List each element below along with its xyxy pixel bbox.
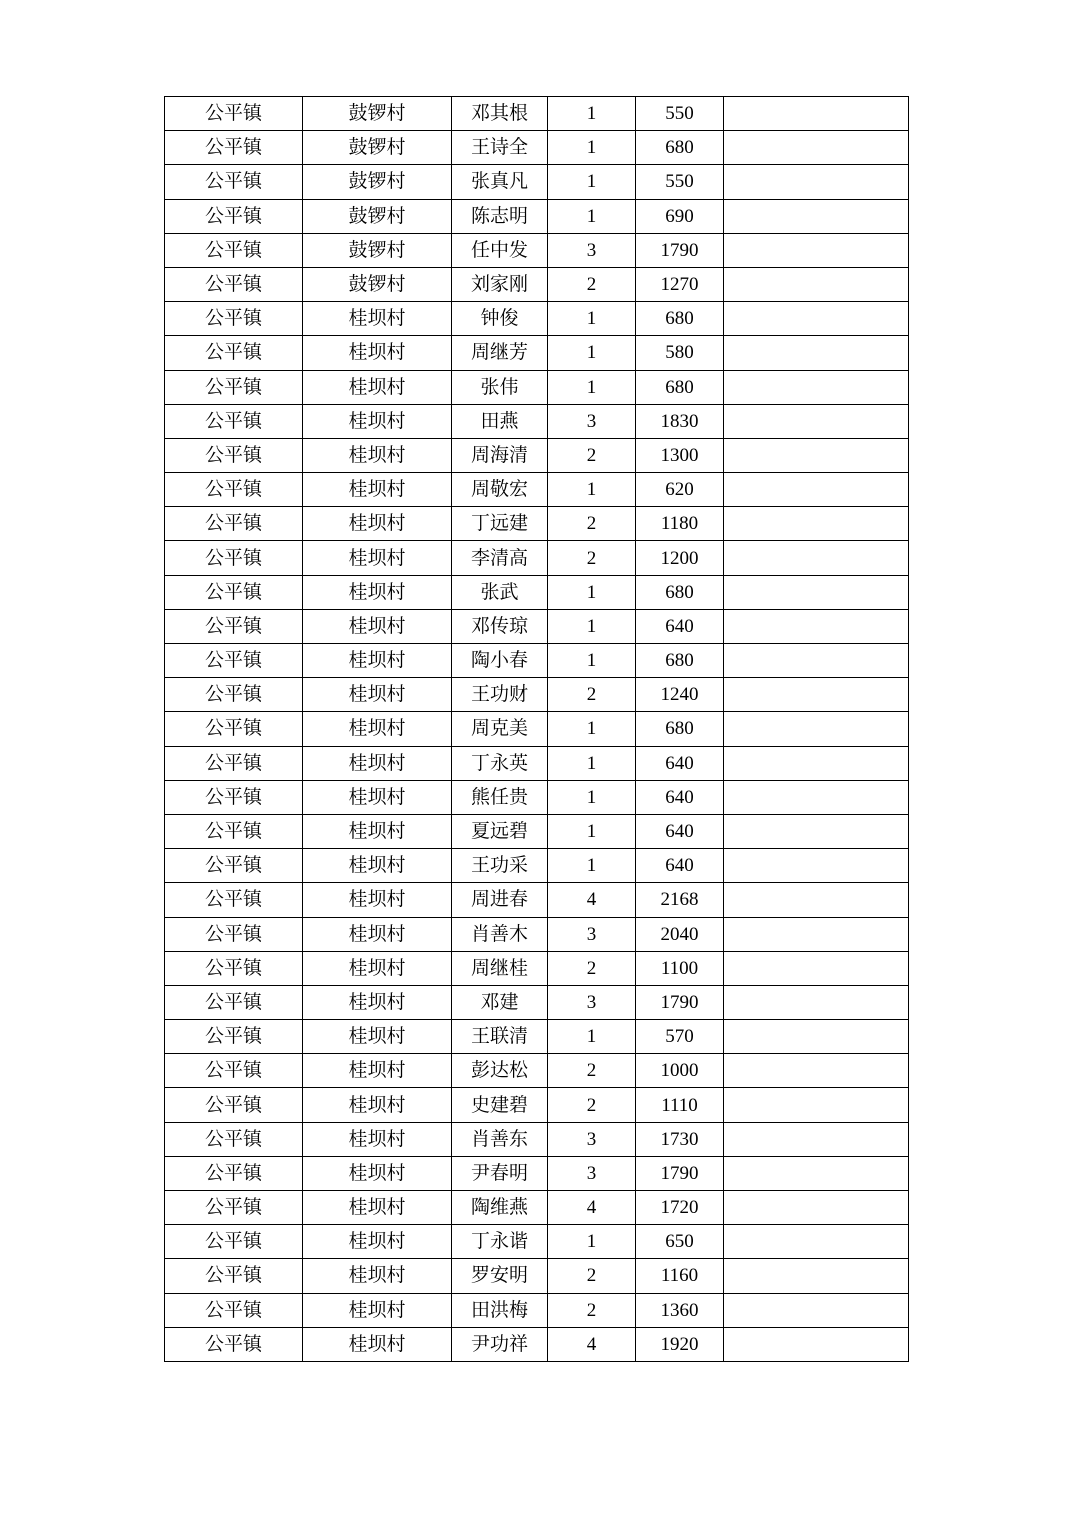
amount-cell: 580 [636,336,724,370]
town-cell: 公平镇 [165,131,303,165]
table-body [165,97,909,1362]
village-cell: 桂坝村 [303,1020,452,1054]
table-row [165,370,909,404]
amount-cell: 1790 [636,233,724,267]
name-cell: 夏远碧 [452,814,548,848]
note-cell [724,507,909,541]
village-cell: 桂坝村 [303,1259,452,1293]
name-cell: 丁远建 [452,507,548,541]
note-cell [724,1088,909,1122]
town-cell: 公平镇 [165,780,303,814]
amount-cell: 1300 [636,438,724,472]
note-cell [724,1327,909,1361]
name-cell: 周进春 [452,883,548,917]
table-row [165,165,909,199]
table-row [165,883,909,917]
town-cell: 公平镇 [165,473,303,507]
table-row [165,267,909,301]
town-cell: 公平镇 [165,883,303,917]
table-row [165,302,909,336]
village-cell: 桂坝村 [303,1327,452,1361]
town-cell: 公平镇 [165,644,303,678]
town-cell: 公平镇 [165,199,303,233]
note-cell [724,199,909,233]
note-cell [724,1259,909,1293]
count-cell: 1 [548,302,636,336]
count-cell: 1 [548,370,636,404]
name-cell: 田燕 [452,404,548,438]
village-cell: 桂坝村 [303,507,452,541]
town-cell: 公平镇 [165,267,303,301]
note-cell [724,131,909,165]
town-cell: 公平镇 [165,336,303,370]
town-cell: 公平镇 [165,97,303,131]
note-cell [724,609,909,643]
village-cell: 桂坝村 [303,438,452,472]
table-row [165,1327,909,1361]
town-cell: 公平镇 [165,370,303,404]
note-cell [724,917,909,951]
amount-cell: 650 [636,1225,724,1259]
village-cell: 桂坝村 [303,951,452,985]
amount-cell: 1720 [636,1191,724,1225]
table-row [165,541,909,575]
town-cell: 公平镇 [165,917,303,951]
amount-cell: 680 [636,575,724,609]
amount-cell: 680 [636,370,724,404]
amount-cell: 570 [636,1020,724,1054]
name-cell: 张武 [452,575,548,609]
count-cell: 1 [548,644,636,678]
note-cell [724,1293,909,1327]
village-cell: 桂坝村 [303,814,452,848]
count-cell: 1 [548,131,636,165]
note-cell [724,780,909,814]
table-row [165,1088,909,1122]
name-cell: 丁永谐 [452,1225,548,1259]
note-cell [724,1020,909,1054]
note-cell [724,746,909,780]
table-row [165,131,909,165]
table-row [165,507,909,541]
name-cell: 任中发 [452,233,548,267]
town-cell: 公平镇 [165,814,303,848]
table-row [165,438,909,472]
name-cell: 熊任贵 [452,780,548,814]
town-cell: 公平镇 [165,438,303,472]
name-cell: 王功采 [452,849,548,883]
name-cell: 邓其根 [452,97,548,131]
name-cell: 尹春明 [452,1156,548,1190]
town-cell: 公平镇 [165,1054,303,1088]
count-cell: 1 [548,199,636,233]
note-cell [724,1054,909,1088]
amount-cell: 1110 [636,1088,724,1122]
village-cell: 桂坝村 [303,883,452,917]
name-cell: 罗安明 [452,1259,548,1293]
note-cell [724,1122,909,1156]
amount-cell: 640 [636,746,724,780]
note-cell [724,165,909,199]
amount-cell: 1000 [636,1054,724,1088]
village-cell: 桂坝村 [303,1191,452,1225]
amount-cell: 1830 [636,404,724,438]
town-cell: 公平镇 [165,951,303,985]
amount-cell: 1920 [636,1327,724,1361]
town-cell: 公平镇 [165,1225,303,1259]
count-cell: 2 [548,438,636,472]
count-cell: 3 [548,985,636,1019]
note-cell [724,712,909,746]
table-row [165,985,909,1019]
count-cell: 1 [548,165,636,199]
name-cell: 李清高 [452,541,548,575]
note-cell [724,233,909,267]
table-row [165,1054,909,1088]
town-cell: 公平镇 [165,541,303,575]
count-cell: 1 [548,780,636,814]
note-cell [724,678,909,712]
town-cell: 公平镇 [165,849,303,883]
count-cell: 3 [548,404,636,438]
village-cell: 桂坝村 [303,575,452,609]
town-cell: 公平镇 [165,165,303,199]
count-cell: 2 [548,1088,636,1122]
town-cell: 公平镇 [165,1327,303,1361]
count-cell: 1 [548,1225,636,1259]
village-cell: 桂坝村 [303,370,452,404]
table-row [165,404,909,438]
note-cell [724,644,909,678]
amount-cell: 2168 [636,883,724,917]
table-row [165,1156,909,1190]
note-cell [724,814,909,848]
note-cell [724,438,909,472]
amount-cell: 1160 [636,1259,724,1293]
count-cell: 3 [548,1122,636,1156]
town-cell: 公平镇 [165,609,303,643]
note-cell [724,1225,909,1259]
note-cell [724,951,909,985]
village-cell: 桂坝村 [303,1156,452,1190]
count-cell: 1 [548,575,636,609]
table-row [165,609,909,643]
village-cell: 桂坝村 [303,541,452,575]
count-cell: 1 [548,712,636,746]
table-row [165,473,909,507]
amount-cell: 620 [636,473,724,507]
village-cell: 鼓锣村 [303,233,452,267]
town-cell: 公平镇 [165,985,303,1019]
village-cell: 鼓锣村 [303,165,452,199]
town-cell: 公平镇 [165,507,303,541]
name-cell: 邓传琼 [452,609,548,643]
amount-cell: 640 [636,814,724,848]
amount-cell: 1730 [636,1122,724,1156]
name-cell: 丁永英 [452,746,548,780]
data-table [164,96,909,1362]
table-row [165,1293,909,1327]
town-cell: 公平镇 [165,1156,303,1190]
town-cell: 公平镇 [165,1191,303,1225]
table-row [165,1122,909,1156]
note-cell [724,883,909,917]
name-cell: 周敬宏 [452,473,548,507]
amount-cell: 680 [636,644,724,678]
town-cell: 公平镇 [165,678,303,712]
amount-cell: 680 [636,712,724,746]
village-cell: 桂坝村 [303,746,452,780]
table-row [165,746,909,780]
table-row [165,199,909,233]
village-cell: 桂坝村 [303,644,452,678]
table-row [165,97,909,131]
village-cell: 桂坝村 [303,1088,452,1122]
note-cell [724,404,909,438]
name-cell: 肖善木 [452,917,548,951]
village-cell: 桂坝村 [303,336,452,370]
amount-cell: 640 [636,780,724,814]
village-cell: 桂坝村 [303,985,452,1019]
town-cell: 公平镇 [165,1259,303,1293]
village-cell: 鼓锣村 [303,199,452,233]
name-cell: 田洪梅 [452,1293,548,1327]
village-cell: 桂坝村 [303,917,452,951]
amount-cell: 640 [636,609,724,643]
amount-cell: 1240 [636,678,724,712]
village-cell: 桂坝村 [303,404,452,438]
name-cell: 肖善东 [452,1122,548,1156]
table-row [165,780,909,814]
note-cell [724,849,909,883]
amount-cell: 2040 [636,917,724,951]
village-cell: 桂坝村 [303,678,452,712]
village-cell: 鼓锣村 [303,97,452,131]
note-cell [724,541,909,575]
count-cell: 2 [548,1054,636,1088]
amount-cell: 1200 [636,541,724,575]
table-row [165,678,909,712]
village-cell: 桂坝村 [303,712,452,746]
town-cell: 公平镇 [165,1122,303,1156]
count-cell: 2 [548,267,636,301]
village-cell: 桂坝村 [303,302,452,336]
amount-cell: 1100 [636,951,724,985]
name-cell: 邓建 [452,985,548,1019]
count-cell: 3 [548,917,636,951]
village-cell: 鼓锣村 [303,131,452,165]
amount-cell: 1790 [636,985,724,1019]
name-cell: 陶小春 [452,644,548,678]
table-row [165,575,909,609]
town-cell: 公平镇 [165,302,303,336]
village-cell: 桂坝村 [303,609,452,643]
amount-cell: 680 [636,302,724,336]
amount-cell: 640 [636,849,724,883]
count-cell: 1 [548,97,636,131]
count-cell: 2 [548,1293,636,1327]
name-cell: 周继桂 [452,951,548,985]
table-row [165,814,909,848]
table-row [165,1020,909,1054]
count-cell: 3 [548,233,636,267]
count-cell: 3 [548,1156,636,1190]
amount-cell: 550 [636,97,724,131]
count-cell: 1 [548,746,636,780]
amount-cell: 550 [636,165,724,199]
village-cell: 桂坝村 [303,1293,452,1327]
name-cell: 史建碧 [452,1088,548,1122]
village-cell: 桂坝村 [303,1054,452,1088]
table-row [165,644,909,678]
note-cell [724,370,909,404]
name-cell: 王功财 [452,678,548,712]
name-cell: 钟俊 [452,302,548,336]
table-row [165,1191,909,1225]
name-cell: 张伟 [452,370,548,404]
table-row [165,1259,909,1293]
town-cell: 公平镇 [165,575,303,609]
name-cell: 王诗全 [452,131,548,165]
amount-cell: 1270 [636,267,724,301]
village-cell: 桂坝村 [303,849,452,883]
count-cell: 1 [548,1020,636,1054]
note-cell [724,985,909,1019]
name-cell: 张真凡 [452,165,548,199]
town-cell: 公平镇 [165,404,303,438]
count-cell: 2 [548,507,636,541]
amount-cell: 680 [636,131,724,165]
name-cell: 彭达松 [452,1054,548,1088]
table-row [165,1225,909,1259]
count-cell: 1 [548,849,636,883]
name-cell: 周继芳 [452,336,548,370]
count-cell: 2 [548,1259,636,1293]
note-cell [724,267,909,301]
village-cell: 鼓锣村 [303,267,452,301]
count-cell: 1 [548,609,636,643]
name-cell: 刘家刚 [452,267,548,301]
count-cell: 2 [548,951,636,985]
amount-cell: 1360 [636,1293,724,1327]
table-row [165,849,909,883]
note-cell [724,473,909,507]
count-cell: 4 [548,1191,636,1225]
table-row [165,712,909,746]
table-row [165,336,909,370]
note-cell [724,302,909,336]
amount-cell: 1180 [636,507,724,541]
count-cell: 4 [548,883,636,917]
name-cell: 尹功祥 [452,1327,548,1361]
town-cell: 公平镇 [165,746,303,780]
count-cell: 1 [548,336,636,370]
name-cell: 陶维燕 [452,1191,548,1225]
name-cell: 王联清 [452,1020,548,1054]
name-cell: 周克美 [452,712,548,746]
village-cell: 桂坝村 [303,780,452,814]
note-cell [724,575,909,609]
village-cell: 桂坝村 [303,473,452,507]
count-cell: 2 [548,541,636,575]
count-cell: 1 [548,814,636,848]
amount-cell: 1790 [636,1156,724,1190]
table-row [165,917,909,951]
town-cell: 公平镇 [165,1088,303,1122]
town-cell: 公平镇 [165,1293,303,1327]
note-cell [724,336,909,370]
count-cell: 1 [548,473,636,507]
town-cell: 公平镇 [165,1020,303,1054]
name-cell: 周海清 [452,438,548,472]
village-cell: 桂坝村 [303,1225,452,1259]
note-cell [724,1191,909,1225]
table-row [165,951,909,985]
table-row [165,233,909,267]
village-cell: 桂坝村 [303,1122,452,1156]
town-cell: 公平镇 [165,233,303,267]
note-cell [724,1156,909,1190]
name-cell: 陈志明 [452,199,548,233]
note-cell [724,97,909,131]
town-cell: 公平镇 [165,712,303,746]
count-cell: 2 [548,678,636,712]
count-cell: 4 [548,1327,636,1361]
amount-cell: 690 [636,199,724,233]
